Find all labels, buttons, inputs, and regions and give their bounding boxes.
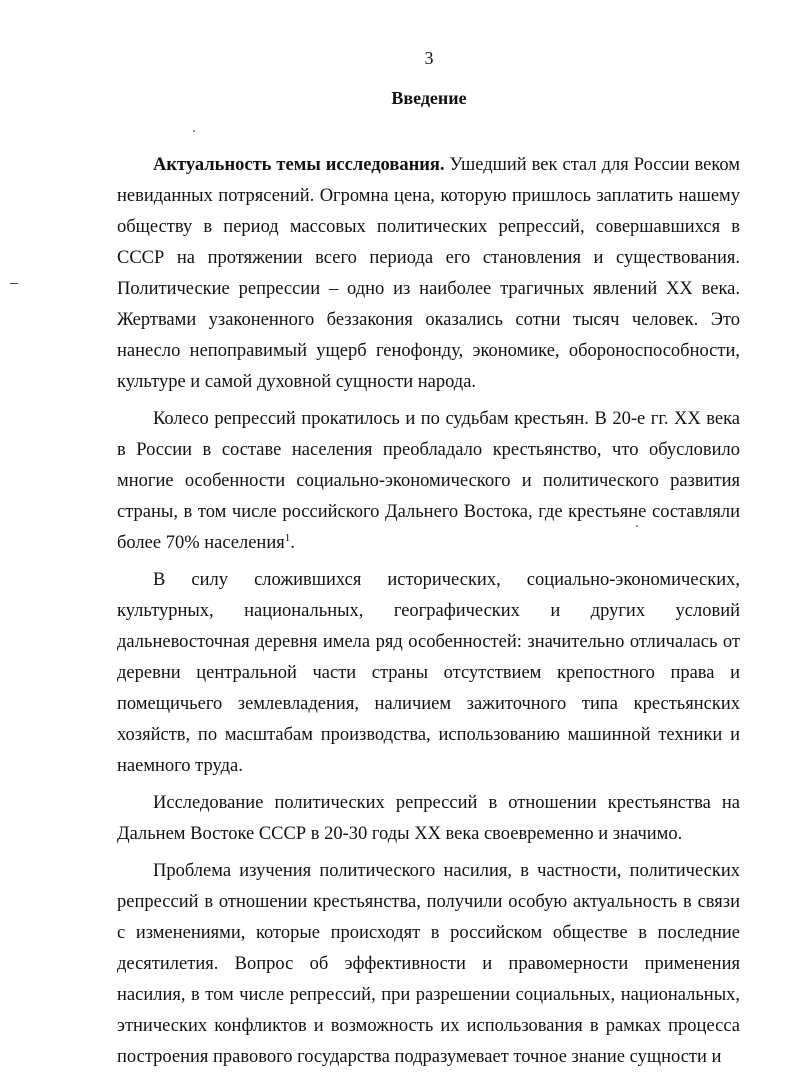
- scan-speck: [193, 130, 195, 132]
- paragraph-lead: Актуальность темы исследования.: [153, 155, 445, 175]
- margin-mark: [10, 283, 18, 284]
- paragraph-problem: [117, 856, 740, 1073]
- paragraph-text-end: .: [290, 533, 295, 553]
- footnote-marker: 1: [284, 531, 291, 544]
- paragraph-text: Ушедший век стал для России веком невиданных потрясений. Огромна цена, которую пришлось заплатить нашему обществу в период массовых политических репрессий, совершавшихся в СССР на протяжении всего периода его становления и существования. Политические репрессии – одно из наиболее трагичных явлений XX века. Жертвами узаконенного беззакония оказались сотни тысяч человек. Это нанесло непоправимый ущерб генофонду, экономике, обороноспособности, культуре и самой духовной сущности народа.: [117, 155, 740, 392]
- paragraph-peasantry: [117, 404, 740, 559]
- paragraph-significance: [117, 788, 740, 850]
- body-text: [117, 150, 740, 1079]
- paragraph-text: В силу сложившихся исторических, социально-экономических, культурных, национальных, географических и других условий дальневосточная деревня имела ряд особенностей: значительно отличалась от деревни центральной части страны отсутствием крепостного права и помещичьего землевладения, наличием зажиточного типа крестьянских хозяйств, по масштабам производства, использованию машинной техники и наемного труда.: [117, 570, 740, 776]
- page-number: 3: [424, 48, 434, 68]
- paragraph-text: Проблема изучения политического насилия, в частности, политических репрессий в отношении крестьянства, получили особую актуальность в связи с изменениями, которые происходят в российском обществе в последние десятилетия. Вопрос об эффективности и правомерности применения насилия, в том числе репрессий, при разрешении социальных, национальных, этнических конфликтов и возможность их использования в рамках процесса построения правового государства подразумевает точное знание сущности и: [117, 861, 740, 1067]
- paragraph-relevance: [117, 150, 740, 398]
- paragraph-text: Колесо репрессий прокатилось и по судьбам крестьян. В 20-е гг. XX века в России в составе населения преобладало крестьянство, что обусловило многие особенности социально-экономического и политического развития страны, в том числе российского Дальнего Востока, где крестьяне составляли более 70% населения: [117, 409, 740, 553]
- section-heading: Введение: [391, 88, 467, 108]
- paragraph-far-east: [117, 565, 740, 782]
- paragraph-text: Исследование политических репрессий в отношении крестьянства на Дальнем Востоке СССР в 20-30 годы XX века своевременно и значимо.: [117, 793, 740, 844]
